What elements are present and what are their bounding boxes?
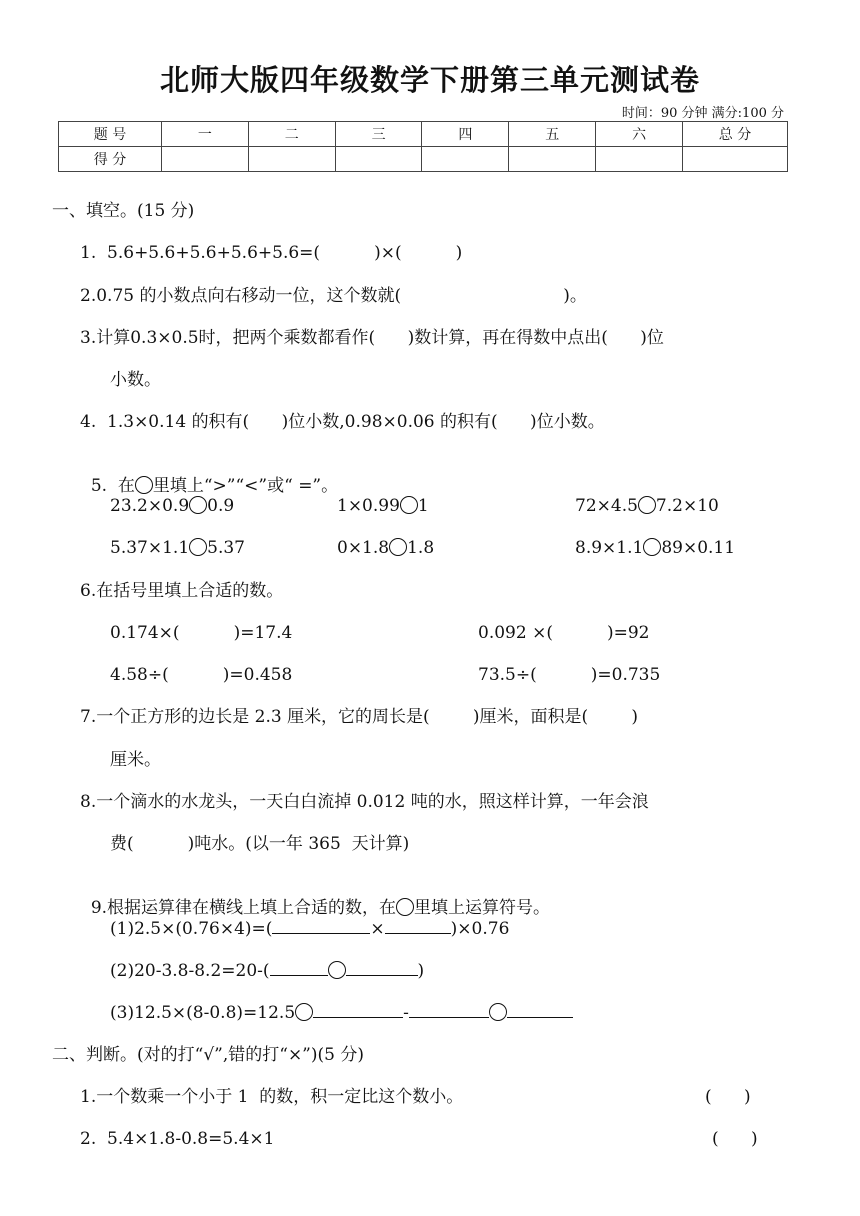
compare-item <box>110 495 234 517</box>
section-heading: 一、填空。(15 分) <box>52 201 195 221</box>
answer-blank[interactable] <box>272 917 370 934</box>
judge-answer-paren[interactable]: ( ) <box>712 1129 758 1149</box>
expr-text: ) <box>417 961 425 981</box>
question-3: 3.计算0.3×0.5时，把两个乘数都看作( )数计算，再在得数中点出( )位 <box>80 328 664 348</box>
compare-item <box>337 495 429 517</box>
expr-text: (1)2.5×(0.76×4)=( <box>110 919 273 939</box>
section-heading: 二、判断。(对的打“√”,错的打“×”)(5 分) <box>52 1045 364 1065</box>
question-9-3 <box>110 1001 573 1024</box>
compare-right: 1.8 <box>407 538 435 558</box>
score-cell: 三 <box>335 122 422 147</box>
compare-circle[interactable] <box>400 496 418 514</box>
compare-left: 5.37×1.1 <box>110 538 190 558</box>
answer-blank[interactable] <box>270 959 328 976</box>
question-3-cont: 小数。 <box>110 370 161 390</box>
question-8-cont: 费( )吨水。(以一年 365 天计算) <box>110 834 410 854</box>
question-7-cont: 厘米。 <box>110 750 161 770</box>
circle-icon <box>135 476 153 494</box>
question-9-text: 里填上运算符号。 <box>414 898 551 918</box>
operator-circle[interactable] <box>489 1003 507 1021</box>
expr-text: × <box>370 919 385 939</box>
fill-item: 73.5÷( )=0.735 <box>478 665 661 685</box>
expr-text: (3)12.5×(8-0.8)=12.5 <box>110 1003 296 1023</box>
compare-right: 5.37 <box>207 538 245 558</box>
answer-blank[interactable] <box>507 1001 573 1018</box>
score-cell: 题 号 <box>59 122 162 147</box>
answer-blank[interactable] <box>385 917 451 934</box>
answer-blank[interactable] <box>313 1001 403 1018</box>
question-5-text: 5. 在 <box>90 476 135 496</box>
score-input-cell[interactable] <box>596 147 683 172</box>
compare-right: 1 <box>417 496 429 516</box>
score-cell: 五 <box>509 122 596 147</box>
question-9-text: 9.根据运算律在横线上填上合适的数，在 <box>90 898 397 918</box>
page-title: 北师大版四年级数学下册第三单元测试卷 <box>159 63 700 97</box>
score-input-cell[interactable] <box>335 147 422 172</box>
compare-item <box>110 537 245 559</box>
compare-circle[interactable] <box>389 538 407 556</box>
judge-question-2: 2. 5.4×1.8-0.8=5.4×1 <box>80 1129 275 1149</box>
question-5-text: 里填上“>”“<”或“ =”。 <box>152 476 339 496</box>
question-7: 7.一个正方形的边长是 2.3 厘米，它的周长是( )厘米，面积是( ) <box>80 707 639 727</box>
compare-item <box>337 537 434 559</box>
operator-circle[interactable] <box>328 961 346 979</box>
score-cell: 六 <box>596 122 683 147</box>
compare-circle[interactable] <box>643 538 661 556</box>
score-table-score-row <box>59 147 788 172</box>
score-input-cell[interactable] <box>162 147 249 172</box>
score-input-cell[interactable] <box>248 147 335 172</box>
compare-right: 7.2×10 <box>655 496 719 516</box>
question-2: 2.0.75 的小数点向右移动一位，这个数就( )。 <box>80 286 587 306</box>
score-input-cell[interactable] <box>683 147 788 172</box>
expr-text: (2)20-3.8-8.2=20-( <box>110 961 270 981</box>
question-1: 1. 5.6+5.6+5.6+5.6+5.6=( )×( ) <box>80 243 463 263</box>
fill-item: 4.58÷( )=0.458 <box>110 665 293 685</box>
compare-circle[interactable] <box>189 496 207 514</box>
question-9 <box>80 875 550 919</box>
score-input-cell[interactable] <box>509 147 596 172</box>
score-table-header-row <box>59 122 788 147</box>
score-table <box>58 121 788 172</box>
compare-item <box>575 495 719 517</box>
question-9-2 <box>110 959 424 982</box>
score-cell: 四 <box>422 122 509 147</box>
score-cell: 得 分 <box>59 147 162 172</box>
judge-answer-paren[interactable]: ( ) <box>705 1087 751 1107</box>
operator-circle[interactable] <box>295 1003 313 1021</box>
compare-right: 89×0.11 <box>661 538 736 558</box>
compare-right: 0.9 <box>207 496 235 516</box>
exam-meta: 时间：90 分钟 满分:100 分 <box>621 106 784 121</box>
fill-item: 0.174×( )=17.4 <box>110 623 293 643</box>
question-9-1 <box>110 917 509 940</box>
compare-left: 8.9×1.1 <box>575 538 644 558</box>
compare-left: 0×1.8 <box>337 538 390 558</box>
score-cell: 二 <box>248 122 335 147</box>
question-4: 4. 1.3×0.14 的积有( )位小数,0.98×0.06 的积有( )位小数。 <box>80 412 605 432</box>
question-6: 6.在括号里填上合适的数。 <box>80 581 284 601</box>
question-8: 8.一个滴水的水龙头，一天白白流掉 0.012 吨的水，照这样计算，一年会浪 <box>80 792 649 812</box>
score-cell: 一 <box>162 122 249 147</box>
answer-blank[interactable] <box>409 1001 489 1018</box>
compare-item <box>575 537 735 559</box>
fill-item: 0.092 ×( )=92 <box>478 623 650 643</box>
score-cell: 总 分 <box>683 122 788 147</box>
circle-icon <box>396 898 414 916</box>
expr-text: )×0.76 <box>450 919 510 939</box>
score-input-cell[interactable] <box>422 147 509 172</box>
question-5 <box>80 453 338 497</box>
judge-question-1: 1.一个数乘一个小于 1 的数，积一定比这个数小。 <box>80 1087 464 1107</box>
compare-left: 23.2×0.9 <box>110 496 190 516</box>
compare-circle[interactable] <box>638 496 656 514</box>
compare-left: 72×4.5 <box>575 496 638 516</box>
compare-left: 1×0.99 <box>337 496 400 516</box>
compare-circle[interactable] <box>189 538 207 556</box>
expr-text: - <box>403 1003 409 1023</box>
answer-blank[interactable] <box>346 959 418 976</box>
